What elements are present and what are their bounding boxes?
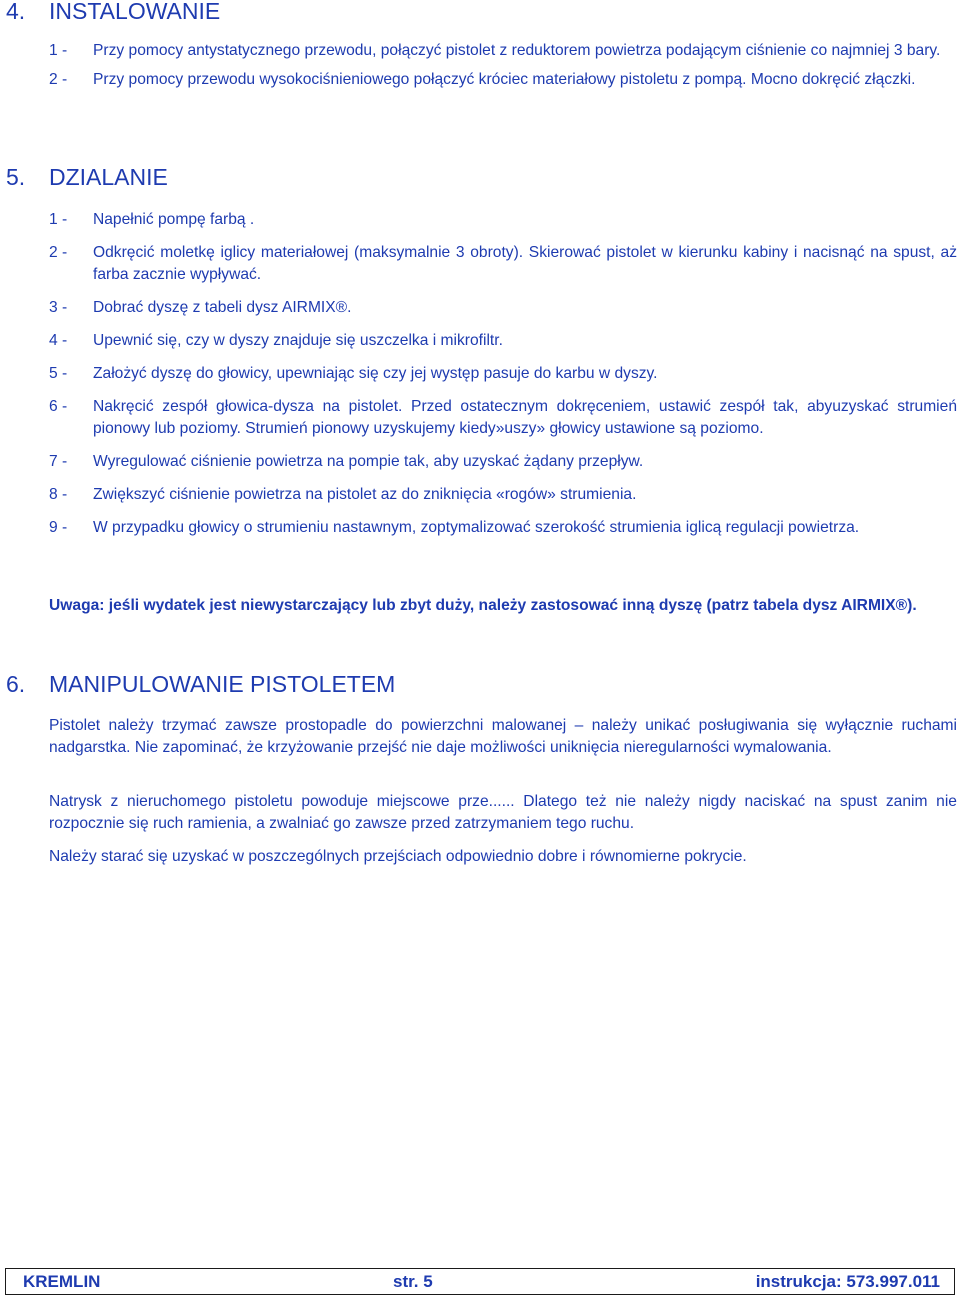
footer-page-number: str. 5 xyxy=(393,1272,433,1291)
list-item xyxy=(49,396,957,440)
section-5-heading xyxy=(6,164,168,190)
section-title: INSTALOWANIE xyxy=(49,0,221,24)
list-item xyxy=(49,297,957,319)
section-4-heading xyxy=(6,0,220,24)
list-item xyxy=(49,69,957,91)
paragraph: Natrysk z nieruchomego pistoletu powoduje miejscowe prze...... Dlatego też nie należy nigdy naciskać na spust zanim nie rozpocznie się ruch ramienia, a zwalniać go zawsze przed zatrzymaniem tego ruchu. xyxy=(49,793,957,832)
item-text: Nakręcić zespół głowica-dysza na pistolet. Przed ostatecznym dokręceniem, ustawić zespół tak, abyuzyskać strumień pionowy lub poziomy. Strumień pionowy uzyskujemy kiedy»uszy» głowicy ustawione są poziomo. xyxy=(93,398,957,437)
item-number: 1 - xyxy=(49,42,68,59)
item-text: Zwiększyć ciśnienie powietrza na pistolet az do zniknięcia «rogów» strumienia. xyxy=(93,486,637,503)
item-number: 5 - xyxy=(49,365,68,382)
footer-company: KREMLIN xyxy=(23,1272,101,1291)
footer-instruction-number: instrukcja: 573.997.011 xyxy=(755,1272,940,1291)
list-item xyxy=(49,40,957,62)
item-number: 4 - xyxy=(49,332,68,349)
item-number: 2 - xyxy=(49,244,68,261)
section-4-list xyxy=(49,40,957,91)
item-text: Odkręcić moletkę iglicy materiałowej (maksymalnie 3 obroty). Skierować pistolet w kierunku kabiny i nacisnąć na spust, aż farba zacznie wypływać. xyxy=(93,244,957,283)
item-number: 8 - xyxy=(49,486,68,503)
section-number: 5. xyxy=(6,164,26,190)
item-number: 3 - xyxy=(49,299,68,316)
section-number: 4. xyxy=(6,0,26,24)
section-title: MANIPULOWANIE PISTOLETEM xyxy=(49,671,396,697)
list-item xyxy=(49,484,957,506)
page-footer xyxy=(5,1268,955,1295)
item-text: Przy pomocy przewodu wysokociśnieniowego połączyć króciec materiałowy pistoletu z pompą. Mocno dokręcić złączki. xyxy=(93,71,916,88)
list-item xyxy=(49,517,957,539)
list-item xyxy=(49,363,957,385)
list-item xyxy=(49,451,957,473)
section-number: 6. xyxy=(6,671,26,697)
item-text: Przy pomocy antystatycznego przewodu, połączyć pistolet z reduktorem powietrza podającym ciśnienie co najmniej 3 bary. xyxy=(93,42,941,59)
section-6-heading xyxy=(6,671,395,697)
item-text: Założyć dyszę do głowicy, upewniając się czy jej występ pasuje do karbu w dyszy. xyxy=(93,365,658,382)
warning-note: Uwaga: jeśli wydatek jest niewystarczający lub zbyt duży, należy zastosować inną dyszę (patrz tabela dysz AIRMIX®). xyxy=(49,597,917,614)
paragraph: Pistolet należy trzymać zawsze prostopadle do powierzchni malowanej – należy unikać posługiwania się wyłącznie ruchami nadgarstka. Nie zapominać, że krzyżowanie przejść nie daje możliwości uniknięcia nieregularności wymalowania. xyxy=(49,717,957,756)
item-number: 1 - xyxy=(49,211,68,228)
item-number: 9 - xyxy=(49,519,68,536)
section-5-list xyxy=(49,209,957,539)
list-item xyxy=(49,330,957,352)
paragraph: Należy starać się uzyskać w poszczególnych przejściach odpowiednio dobre i równomierne pokrycie. xyxy=(49,848,747,865)
item-text: Napełnić pompę farbą . xyxy=(93,211,255,228)
item-text: W przypadku głowicy o strumieniu nastawnym, zoptymalizować szerokość strumienia iglicą regulacji powietrza. xyxy=(93,519,860,536)
item-text: Wyregulować ciśnienie powietrza na pompie tak, aby uzyskać żądany przepływ. xyxy=(93,453,644,470)
item-number: 7 - xyxy=(49,453,68,470)
list-item xyxy=(49,242,957,286)
item-number: 6 - xyxy=(49,398,68,415)
section-title: DZIALANIE xyxy=(49,164,168,190)
list-item xyxy=(49,209,957,231)
item-text: Upewnić się, czy w dyszy znajduje się uszczelka i mikrofiltr. xyxy=(93,332,503,349)
item-text: Dobrać dyszę z tabeli dysz AIRMIX®. xyxy=(93,299,352,316)
item-number: 2 - xyxy=(49,71,68,88)
